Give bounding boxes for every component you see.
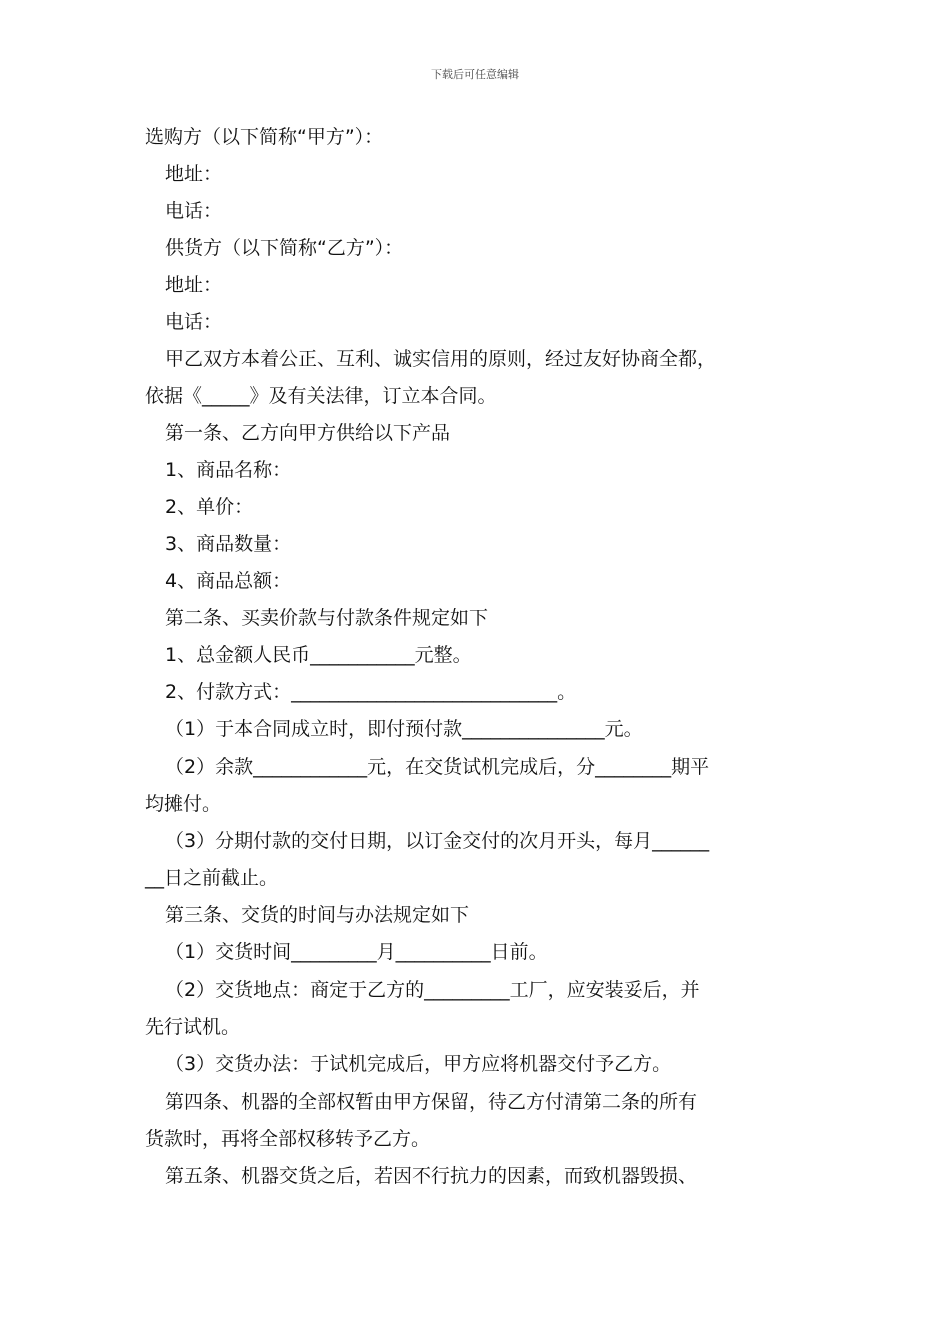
supplier-phone-line: 电话： (165, 311, 223, 333)
delivery-place-line-1: （2）交货地点：商定于乙方的_________工厂，应安装妥后，并 (165, 979, 700, 1001)
buyer-phone-line: 电话： (165, 200, 223, 222)
buyer-line: 选购方（以下简称“甲方”）： (145, 126, 384, 148)
page-header: 下载后可任意编辑 (431, 68, 519, 81)
supplier-line: 供货方（以下简称“乙方”）： (165, 237, 404, 259)
article-3-heading: 第三条、交货的时间与办法规定如下 (165, 904, 470, 926)
total-amount-line: 4、商品总额： (165, 570, 292, 592)
balance-line-2: 均摊付。 (145, 793, 222, 815)
unit-price-line: 2、单价： (165, 496, 254, 518)
installment-line-2: __日之前截止。 (145, 867, 279, 889)
payment-method-line: 2、付款方式：____________________________。 (165, 681, 577, 703)
article-4-line-2: 货款时，再将全部权移转予乙方。 (145, 1128, 431, 1150)
total-rmb-line: 1、总金额人民币___________元整。 (165, 644, 472, 666)
article-5-line-1: 第五条、机器交货之后，若因不行抗力的因素，而致机器毁损、 (165, 1165, 698, 1187)
preamble-line-2: 依据《_____》及有关法律，订立本合同。 (145, 385, 497, 407)
prepayment-line: （1）于本合同成立时，即付预付款_______________元。 (165, 718, 643, 740)
quantity-line: 3、商品数量： (165, 533, 292, 555)
delivery-method-line: （3）交货办法：于试机完成后，甲方应将机器交付予乙方。 (165, 1053, 672, 1075)
preamble-line-1: 甲乙双方本着公正、互利、诚实信用的原则，经过友好协商全都， (165, 348, 717, 370)
article-4-line-1: 第四条、机器的全部权暂由甲方保留，待乙方付清第二条的所有 (165, 1091, 698, 1113)
delivery-place-line-2: 先行试机。 (145, 1016, 241, 1038)
balance-line-1: （2）余款____________元，在交货试机完成后，分________期平 (165, 756, 710, 778)
article-2-heading: 第二条、买卖价款与付款条件规定如下 (165, 607, 489, 629)
delivery-time-line: （1）交货时间_________月__________日前。 (165, 941, 548, 963)
installment-line-1: （3）分期付款的交付日期，以订金交付的次月开头，每月______ (165, 830, 710, 852)
article-1-heading: 第一条、乙方向甲方供给以下产品 (165, 422, 451, 444)
supplier-address-line: 地址： (165, 274, 223, 296)
product-name-line: 1、商品名称： (165, 459, 292, 481)
buyer-address-line: 地址： (165, 163, 223, 185)
